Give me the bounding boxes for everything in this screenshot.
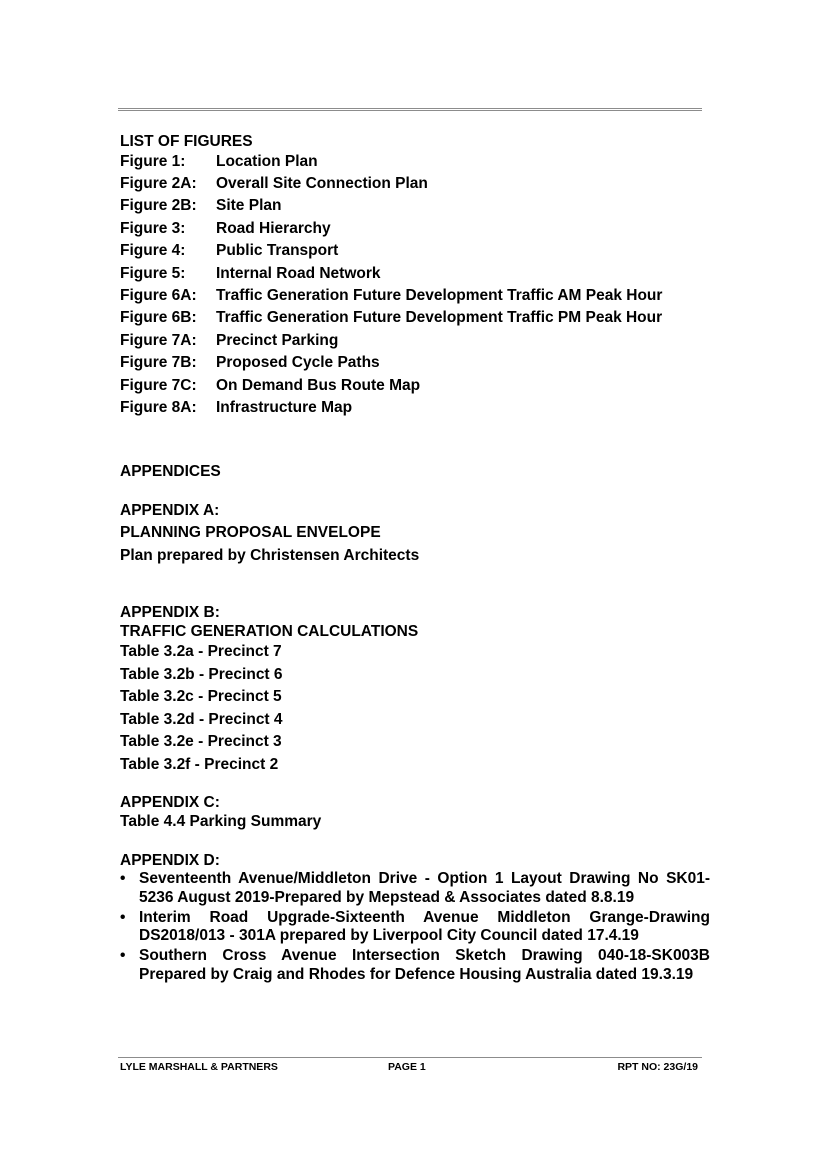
appendix-b-label: APPENDIX B:	[120, 604, 220, 622]
appendix-d-item-text: Interim Road Upgrade-Sixteenth Avenue Middleton Grange-Drawing DS2018/013 - 301A prepared by Liverpool City Council dated 17.4.19	[139, 908, 710, 945]
footer-report-number: RPT NO: 23G/19	[617, 1061, 698, 1073]
figure-title: On Demand Bus Route Map	[216, 376, 421, 394]
figure-title: Precinct Parking	[216, 331, 339, 349]
figure-title: Road Hierarchy	[216, 219, 331, 237]
figure-number: Figure 1:	[120, 152, 186, 170]
header-rule	[118, 108, 702, 111]
footer-rule	[118, 1057, 702, 1058]
figure-title: Infrastructure Map	[216, 398, 353, 416]
appendix-b-table: Table 3.2a - Precinct 7	[120, 643, 282, 661]
appendix-c	[120, 793, 710, 831]
figure-title: Traffic Generation Future Development Traffic PM Peak Hour	[216, 309, 663, 327]
appendix-a-title: PLANNING PROPOSAL ENVELOPE	[120, 524, 381, 542]
figure-number: Figure 8A:	[120, 398, 197, 416]
appendix-b-table: Table 3.2f - Precinct 2	[120, 755, 279, 773]
figure-row	[120, 284, 710, 306]
footer-page-number: PAGE 1	[388, 1061, 426, 1073]
appendix-c-label: APPENDIX C:	[120, 794, 220, 812]
figure-row	[120, 352, 710, 374]
appendix-b-title: TRAFFIC GENERATION CALCULATIONS	[120, 623, 419, 641]
appendix-d	[120, 851, 710, 984]
figure-row	[120, 374, 710, 396]
figure-number: Figure 6B:	[120, 309, 197, 327]
figure-number: Figure 7A:	[120, 331, 197, 349]
list-of-figures-heading: LIST OF FIGURES	[120, 133, 253, 150]
figure-title: Site Plan	[216, 197, 282, 215]
appendix-b-table: Table 3.2d - Precinct 4	[120, 710, 283, 728]
appendices-heading: APPENDICES	[120, 462, 221, 480]
page-footer	[120, 1061, 698, 1073]
bullet-icon: •	[120, 908, 126, 926]
page-content	[120, 133, 710, 986]
appendix-c-note: Table 4.4 Parking Summary	[120, 813, 322, 831]
figure-title: Internal Road Network	[216, 264, 381, 282]
bullet-icon: •	[120, 870, 126, 888]
figure-number: Figure 7C:	[120, 376, 197, 394]
figure-number: Figure 7B:	[120, 354, 197, 372]
appendix-b-table: Table 3.2c - Precinct 5	[120, 688, 282, 706]
figure-number: Figure 2A:	[120, 175, 197, 193]
figure-title: Location Plan	[216, 152, 318, 170]
bullet-icon: •	[120, 947, 126, 965]
appendix-b-table: Table 3.2e - Precinct 3	[120, 733, 282, 751]
appendix-d-label: APPENDIX D:	[120, 852, 220, 870]
list-item	[120, 909, 710, 946]
appendix-a-label: APPENDIX A:	[120, 501, 220, 519]
figure-row	[120, 307, 710, 329]
figure-number: Figure 5:	[120, 264, 186, 282]
figure-row	[120, 240, 710, 262]
appendix-b-table: Table 3.2b - Precinct 6	[120, 665, 283, 683]
figure-number: Figure 3:	[120, 219, 186, 237]
appendix-a	[120, 500, 710, 568]
figure-title: Public Transport	[216, 242, 339, 260]
figure-number: Figure 6A:	[120, 287, 197, 305]
figure-title: Traffic Generation Future Development Traffic AM Peak Hour	[216, 287, 663, 305]
figure-row	[120, 172, 710, 194]
figure-row	[120, 195, 710, 217]
figure-row	[120, 217, 710, 239]
figure-number: Figure 2B:	[120, 197, 197, 215]
figure-title: Overall Site Connection Plan	[216, 175, 428, 193]
figure-row	[120, 262, 710, 284]
list-item	[120, 870, 710, 907]
appendix-a-note: Plan prepared by Christensen Architects	[120, 546, 420, 564]
appendix-d-list	[120, 870, 710, 984]
footer-company: LYLE MARSHALL & PARTNERS	[120, 1061, 278, 1073]
list-item	[120, 947, 710, 984]
figure-row	[120, 396, 710, 418]
appendix-d-item-text: Seventeenth Avenue/Middleton Drive - Option 1 Layout Drawing No SK01-5236 August 2019-Prepared by Mepstead & Associates dated 8.8.19	[139, 870, 710, 906]
figure-number: Figure 4:	[120, 242, 186, 260]
figure-row	[120, 329, 710, 351]
figure-row	[120, 150, 710, 172]
appendix-d-item-text: Southern Cross Avenue Intersection Sketch Drawing 040-18-SK003B Prepared by Craig and Rhodes for Defence Housing Australia dated 19.3.19	[139, 947, 710, 983]
figure-title: Proposed Cycle Paths	[216, 354, 380, 372]
appendix-b	[120, 603, 710, 776]
figure-list	[120, 150, 710, 419]
